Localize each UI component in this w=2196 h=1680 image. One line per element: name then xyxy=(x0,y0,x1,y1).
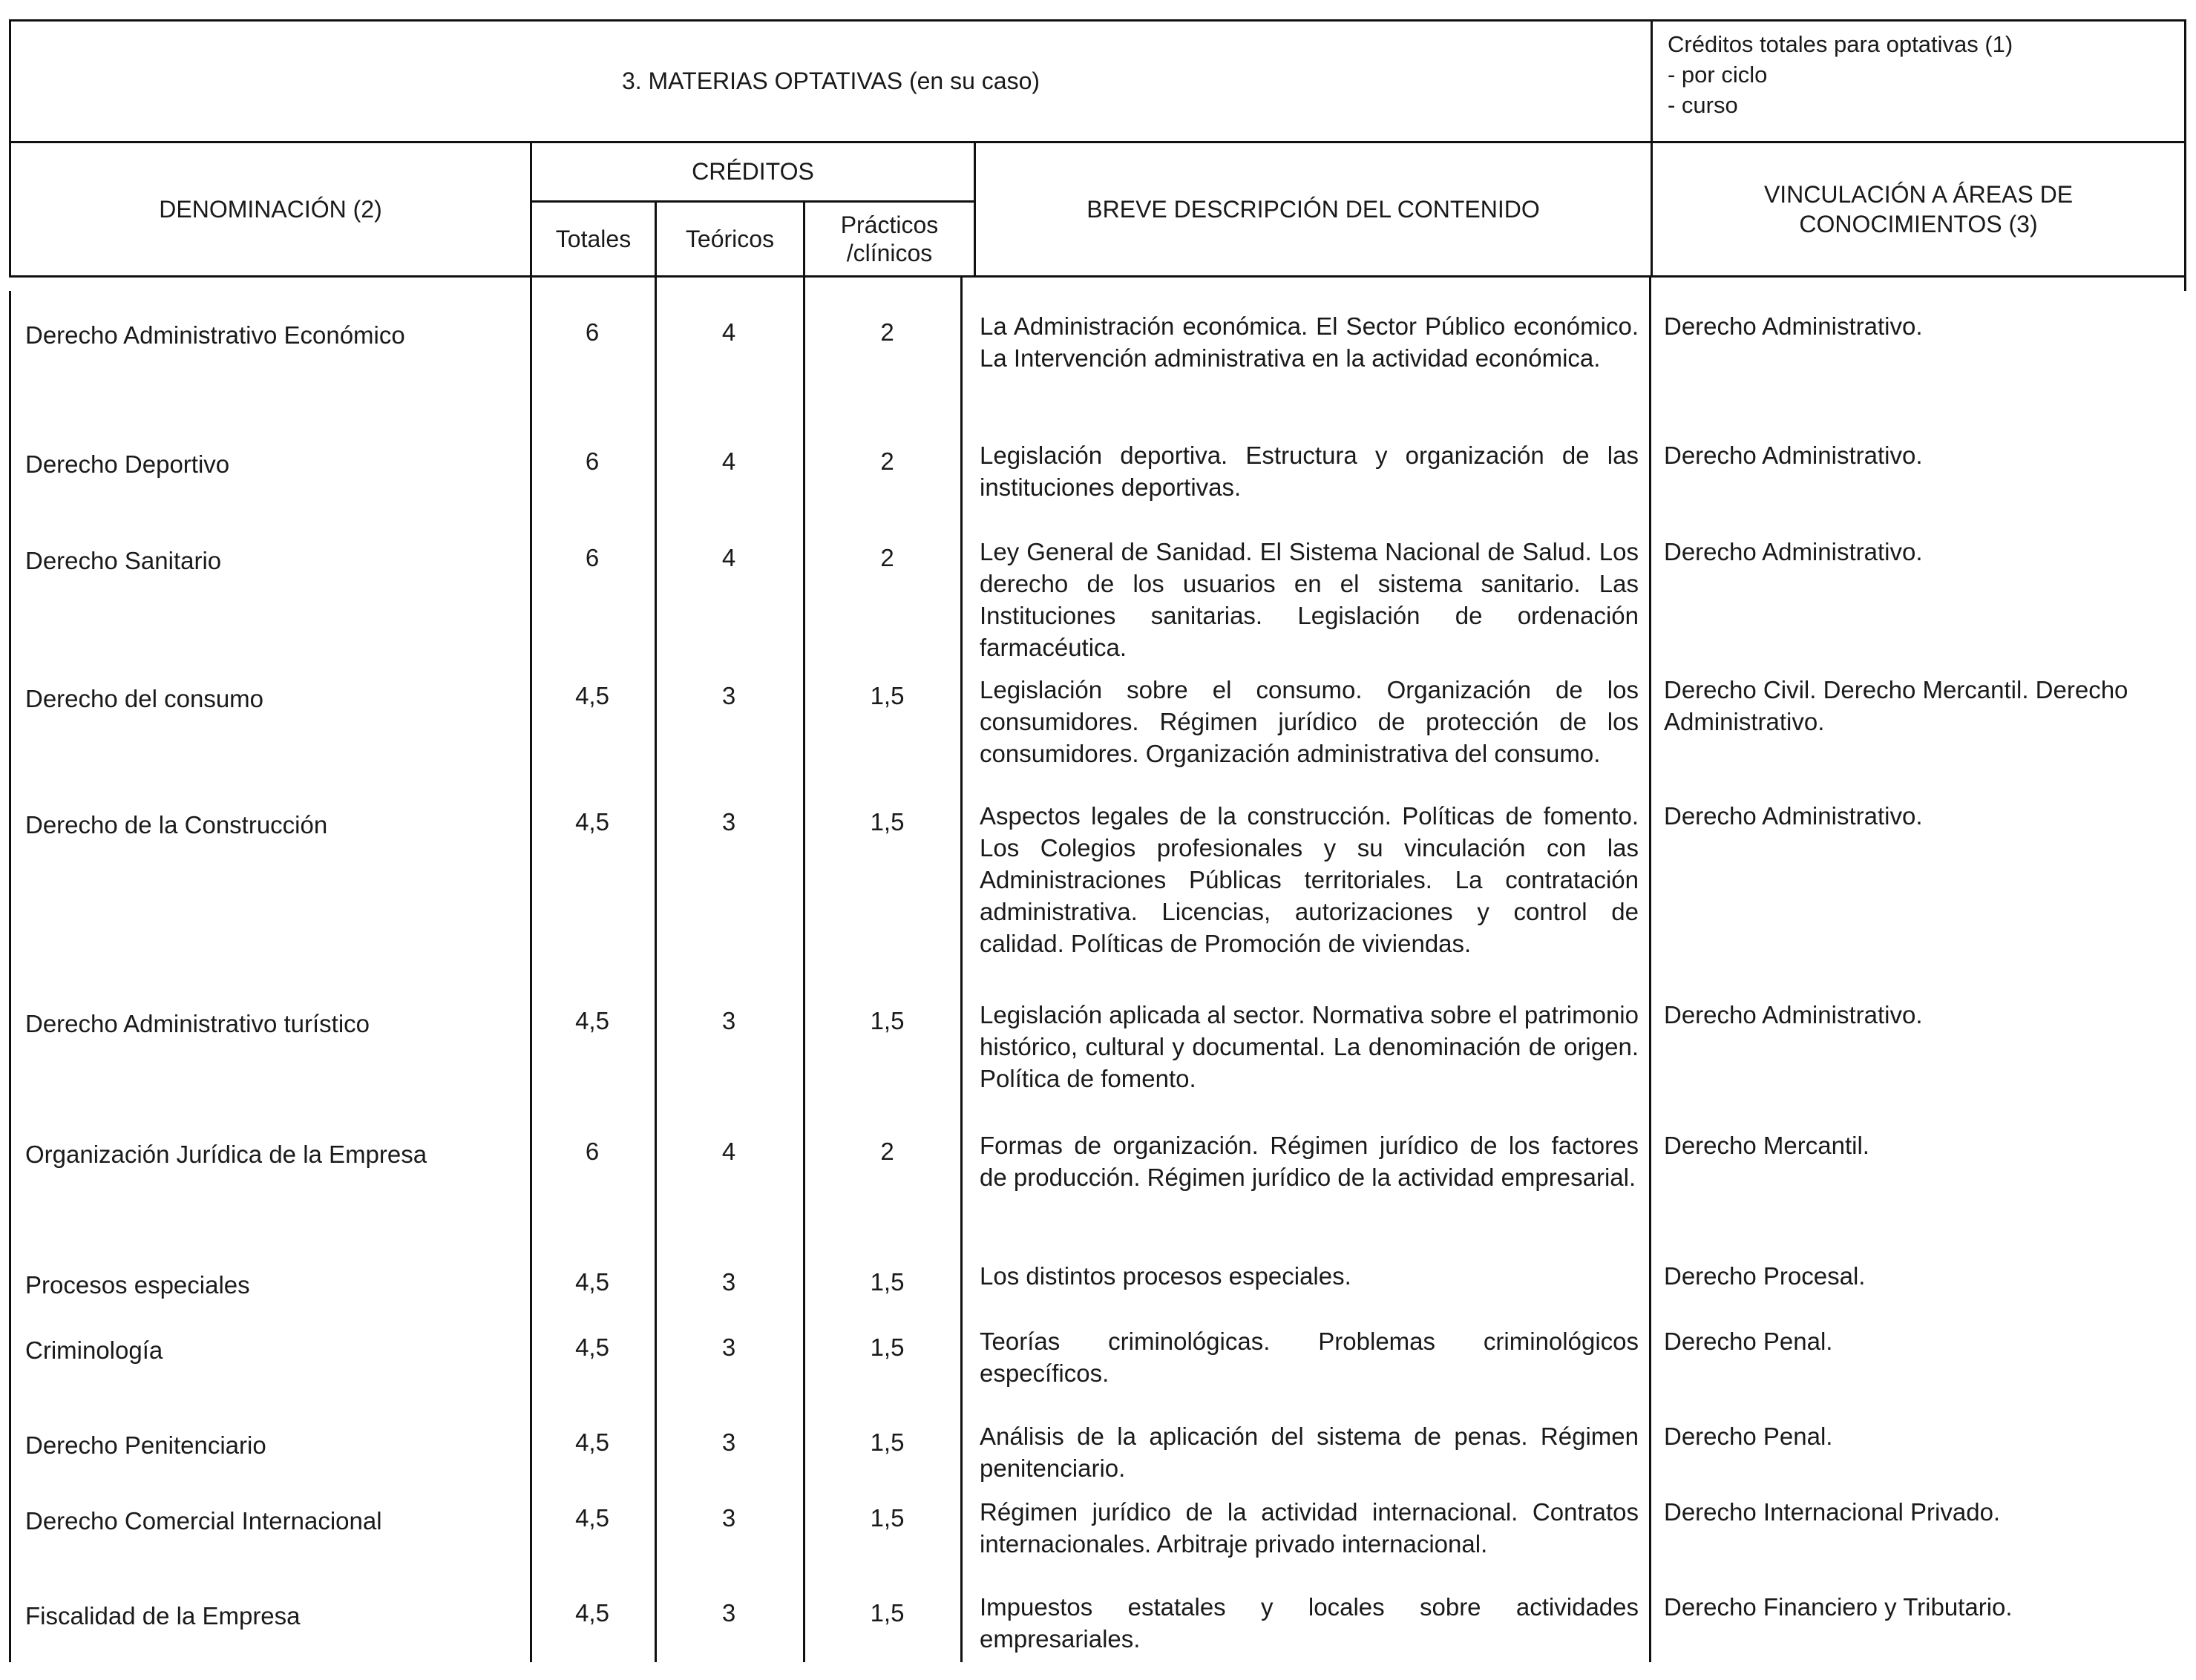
column-header-vinculacion-line1: VINCULACIÓN A ÁREAS DE xyxy=(1763,181,2074,208)
knowledge-area: Derecho Administrativo. xyxy=(1664,312,1923,340)
knowledge-area: Derecho Penal. xyxy=(1664,1423,1833,1450)
column-header-teoricos: Teóricos xyxy=(657,203,805,275)
knowledge-area: Derecho Civil. Derecho Mercantil. Derecho Administrativo. xyxy=(1664,676,2128,735)
credits-practicos: 1,5 xyxy=(870,682,905,709)
credits-totales: 4,5 xyxy=(575,1333,609,1361)
credits-teoricos: 3 xyxy=(721,1007,736,1034)
credits-practicos: 1,5 xyxy=(870,1007,905,1034)
subject-name: Derecho Sanitario xyxy=(25,547,222,574)
knowledge-area: Derecho Procesal. xyxy=(1664,1262,1866,1290)
credits-totales: 4,5 xyxy=(575,1504,609,1532)
credits-teoricos: 3 xyxy=(721,1268,736,1296)
knowledge-area: Derecho Penal. xyxy=(1664,1328,1833,1355)
column-rule xyxy=(1649,278,1651,1662)
subject-name: Derecho Penitenciario xyxy=(25,1431,266,1459)
credits-practicos: 2 xyxy=(880,318,894,346)
section-title: 3. MATERIAS OPTATIVAS (en su caso) xyxy=(11,22,1653,143)
subject-description: Teorías criminológicas. Problemas criminológicos específicos. xyxy=(980,1328,1639,1387)
credits-practicos: 2 xyxy=(880,447,894,475)
credits-teoricos: 3 xyxy=(721,1504,736,1532)
credits-teoricos: 4 xyxy=(721,1138,736,1165)
credits-total-label: Créditos totales para optativas (1) xyxy=(1668,31,2013,57)
credits-teoricos: 4 xyxy=(721,447,736,475)
credits-totales: 4,5 xyxy=(575,808,609,836)
subject-description: Los distintos procesos especiales. xyxy=(980,1262,1351,1290)
knowledge-area: Derecho Mercantil. xyxy=(1664,1132,1869,1159)
column-header-vinculacion xyxy=(1653,143,2184,275)
credits-totales: 4,5 xyxy=(575,1428,609,1456)
column-rule xyxy=(9,291,11,1662)
credits-practicos: 1,5 xyxy=(870,808,905,836)
subject-description: La Administración económica. El Sector Público económico. La Intervención administrativa en la actividad económica. xyxy=(980,312,1639,372)
credits-teoricos: 3 xyxy=(721,808,736,836)
credits-totales: 4,5 xyxy=(575,1599,609,1627)
credits-totales: 4,5 xyxy=(575,1007,609,1034)
column-header-vinculacion-line2: CONOCIMIENTOS (3) xyxy=(1799,211,2038,237)
subject-description: Análisis de la aplicación del sistema de penas. Régimen penitenciario. xyxy=(980,1423,1639,1482)
table-header xyxy=(9,19,2186,278)
knowledge-area: Derecho Administrativo. xyxy=(1664,802,1923,830)
subject-description: Impuestos estatales y locales sobre actividades empresariales. xyxy=(980,1593,1639,1653)
subject-name: Derecho Administrativo turístico xyxy=(25,1010,370,1037)
subject-description: Aspectos legales de la construcción. Políticas de fomento. Los Colegios profesionales y su vinculación con las Administraciones Públicas territoriales. La contratación administrativa. Licencias, autorizaciones y control de calidad. Políticas de Promoción de viviendas. xyxy=(980,802,1639,957)
credits-teoricos: 3 xyxy=(721,1599,736,1627)
column-header-practicos xyxy=(805,203,974,275)
credits-totales: 4,5 xyxy=(575,1268,609,1296)
column-header-descripcion: BREVE DESCRIPCIÓN DEL CONTENIDO xyxy=(974,143,1653,275)
subject-description: Régimen jurídico de la actividad internacional. Contratos internacionales. Arbitraje privado internacional. xyxy=(980,1498,1639,1558)
subject-name: Derecho de la Construcción xyxy=(25,811,328,839)
subject-description: Ley General de Sanidad. El Sistema Nacional de Salud. Los derecho de los usuarios en el sistema sanitario. Las Instituciones sanitarias. Legislación de ordenación farmacéutica. xyxy=(980,538,1639,661)
credits-teoricos: 3 xyxy=(721,1428,736,1456)
credits-totales: 4,5 xyxy=(575,682,609,709)
subject-name: Fiscalidad de la Empresa xyxy=(25,1602,301,1630)
subject-name: Derecho Administrativo Económico xyxy=(25,321,405,349)
subject-name: Derecho del consumo xyxy=(25,685,264,712)
credits-teoricos: 4 xyxy=(721,318,736,346)
column-header-practicos-line2: /clínicos xyxy=(846,240,933,266)
credits-practicos: 1,5 xyxy=(870,1268,905,1296)
credits-practicos: 1,5 xyxy=(870,1333,905,1361)
credits-teoricos: 4 xyxy=(721,544,736,571)
subject-name: Derecho Comercial Internacional xyxy=(25,1507,382,1535)
credits-practicos: 1,5 xyxy=(870,1504,905,1532)
knowledge-area: Derecho Internacional Privado. xyxy=(1664,1498,2001,1526)
subject-description: Legislación aplicada al sector. Normativa sobre el patrimonio histórico, cultural y documental. La denominación de origen. Política de fomento. xyxy=(980,1001,1639,1092)
credits-practicos: 1,5 xyxy=(870,1599,905,1627)
subject-name: Derecho Deportivo xyxy=(25,450,230,478)
credits-teoricos: 3 xyxy=(721,682,736,709)
subject-name: Organización Jurídica de la Empresa xyxy=(25,1141,427,1168)
knowledge-area: Derecho Administrativo. xyxy=(1664,538,1923,565)
credits-totales: 6 xyxy=(585,318,600,346)
knowledge-area: Derecho Administrativo. xyxy=(1664,1001,1923,1028)
column-header-denominacion: DENOMINACIÓN (2) xyxy=(11,143,532,275)
knowledge-area: Derecho Financiero y Tributario. xyxy=(1664,1593,2013,1621)
credits-practicos: 1,5 xyxy=(870,1428,905,1456)
credits-teoricos: 3 xyxy=(721,1333,736,1361)
credits-totales: 6 xyxy=(585,447,600,475)
credits-total-box xyxy=(1653,22,2184,143)
credits-per-cycle-label: - por ciclo xyxy=(1668,62,1768,88)
subject-description: Formas de organización. Régimen jurídico de los factores de producción. Régimen jurídico de la actividad empresarial. xyxy=(980,1132,1639,1191)
subject-name: Criminología xyxy=(25,1336,163,1364)
column-header-creditos: CRÉDITOS xyxy=(532,143,974,203)
column-rule xyxy=(2184,278,2186,291)
credits-practicos: 2 xyxy=(880,544,894,571)
credits-totales: 6 xyxy=(585,1138,600,1165)
subject-description: Legislación sobre el consumo. Organización de los consumidores. Régimen jurídico de protección de los consumidores. Organización administrativa del consumo. xyxy=(980,676,1639,767)
column-header-totales: Totales xyxy=(532,203,657,275)
knowledge-area: Derecho Administrativo. xyxy=(1664,442,1923,469)
column-header-practicos-line1: Prácticos xyxy=(840,211,939,238)
subject-name: Procesos especiales xyxy=(25,1271,250,1299)
subject-description: Legislación deportiva. Estructura y organización de las instituciones deportivas. xyxy=(980,442,1639,501)
credits-practicos: 2 xyxy=(880,1138,894,1165)
credits-course-label: - curso xyxy=(1668,92,1738,118)
credits-totales: 6 xyxy=(585,544,600,571)
